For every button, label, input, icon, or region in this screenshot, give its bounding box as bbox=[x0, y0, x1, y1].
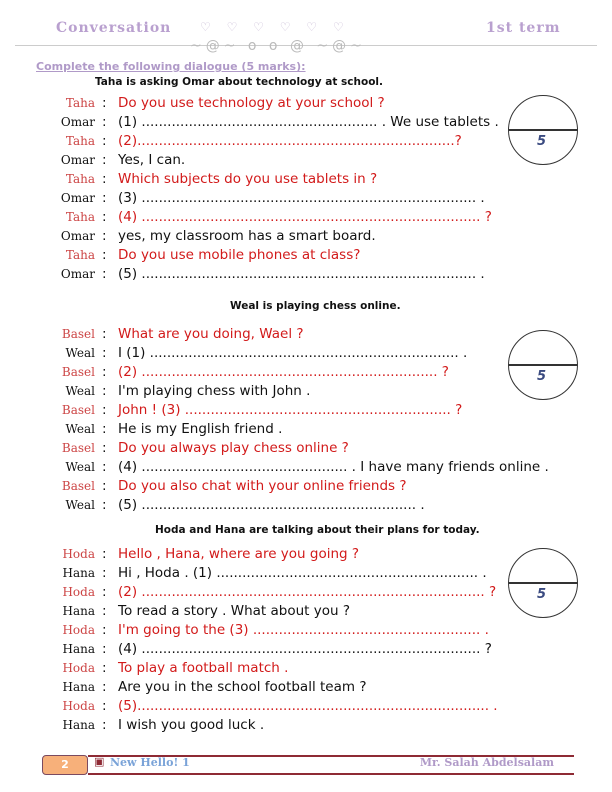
line-text: Which subjects do you use tablets in ? bbox=[118, 171, 378, 187]
speaker: Hoda bbox=[62, 623, 95, 637]
speaker: Hana bbox=[62, 680, 95, 694]
colon: : bbox=[102, 152, 107, 168]
colon: : bbox=[102, 364, 107, 380]
colon: : bbox=[102, 190, 107, 206]
speaker: Basel bbox=[61, 479, 95, 493]
colon: : bbox=[102, 114, 107, 130]
line-text: Do you also chat with your online friends ? bbox=[118, 478, 407, 494]
score-max: 5 bbox=[537, 369, 547, 384]
line-text: (2)..........................................................................? bbox=[118, 133, 462, 149]
colon: : bbox=[102, 383, 107, 399]
header-title: Conversation bbox=[56, 20, 172, 36]
speaker: Basel bbox=[61, 403, 95, 417]
speaker: Omar bbox=[60, 153, 95, 167]
speaker: Hana bbox=[62, 604, 95, 618]
speaker: Hoda bbox=[62, 585, 95, 599]
speaker: Taha bbox=[65, 172, 95, 186]
line-text: Hello , Hana, where are you going ? bbox=[118, 546, 360, 562]
page-number: 2 bbox=[42, 755, 88, 775]
speaker: Omar bbox=[60, 229, 95, 243]
line-text: (5).................................................................................. . bbox=[118, 698, 498, 714]
colon: : bbox=[102, 603, 107, 619]
speaker: Hana bbox=[62, 718, 95, 732]
colon: : bbox=[102, 266, 107, 282]
speaker: Hoda bbox=[62, 699, 95, 713]
speaker: Hoda bbox=[62, 661, 95, 675]
score-circle bbox=[508, 330, 578, 400]
speaker: Omar bbox=[60, 267, 95, 281]
line-text: (4) ............................................................................... ? bbox=[118, 641, 492, 657]
line-text: (5) .............................................................................. . bbox=[118, 266, 485, 282]
colon: : bbox=[102, 679, 107, 695]
colon: : bbox=[102, 440, 107, 456]
speaker: Basel bbox=[61, 327, 95, 341]
speaker: Basel bbox=[61, 365, 95, 379]
book-icon: ▣ bbox=[94, 755, 105, 768]
line-text: Do you use technology at your school ? bbox=[118, 95, 385, 111]
heart-ornament: ♡ ♡ ♡ ♡ ♡ ♡ bbox=[200, 20, 350, 34]
score-max: 5 bbox=[537, 134, 547, 149]
line-text: To play a football match . bbox=[118, 660, 289, 676]
speaker: Omar bbox=[60, 191, 95, 205]
header-term: 1st term bbox=[486, 20, 561, 36]
colon: : bbox=[102, 171, 107, 187]
line-text: (3) .............................................................................. . bbox=[118, 190, 485, 206]
speaker: Weal bbox=[65, 460, 95, 474]
speaker: Hana bbox=[62, 642, 95, 656]
line-text: (4) ............................................................................... ? bbox=[118, 209, 492, 225]
line-text: To read a story . What about you ? bbox=[118, 603, 351, 619]
line-text: He is my English friend . bbox=[118, 421, 283, 437]
speaker: Weal bbox=[65, 422, 95, 436]
colon: : bbox=[102, 546, 107, 562]
line-text: I wish you good luck . bbox=[118, 717, 265, 733]
section-title: Hoda and Hana are talking about their plans for today. bbox=[155, 524, 480, 536]
line-text: Do you always play chess online ? bbox=[118, 440, 349, 456]
book-title: New Hello! 1 bbox=[110, 756, 190, 769]
line-text: I (1) ........................................................................ . bbox=[118, 345, 468, 361]
colon: : bbox=[102, 209, 107, 225]
speaker: Weal bbox=[65, 346, 95, 360]
speaker: Taha bbox=[65, 96, 95, 110]
line-text: Yes, I can. bbox=[118, 152, 186, 168]
author: Mr. Salah Abdelsalam bbox=[419, 756, 554, 769]
colon: : bbox=[102, 641, 107, 657]
speaker: Omar bbox=[60, 115, 95, 129]
line-text: I'm playing chess with John . bbox=[118, 383, 311, 399]
score-circle bbox=[508, 548, 578, 618]
line-text: (4) ................................................ . I have many friends online . bbox=[118, 459, 549, 475]
speaker: Hoda bbox=[62, 547, 95, 561]
colon: : bbox=[102, 478, 107, 494]
colon: : bbox=[102, 95, 107, 111]
line-text: John ! (3) .............................................................. ? bbox=[118, 402, 463, 418]
line-text: (2) ..................................................................... ? bbox=[118, 364, 449, 380]
score-max: 5 bbox=[537, 587, 547, 602]
colon: : bbox=[102, 698, 107, 714]
speaker: Taha bbox=[65, 210, 95, 224]
colon: : bbox=[102, 459, 107, 475]
line-text: Do you use mobile phones at class? bbox=[118, 247, 361, 263]
line-text: Hi , Hoda . (1) ............................................................. . bbox=[118, 565, 487, 581]
colon: : bbox=[102, 622, 107, 638]
colon: : bbox=[102, 326, 107, 342]
colon: : bbox=[102, 133, 107, 149]
colon: : bbox=[102, 247, 107, 263]
line-text: (5) ................................................................ . bbox=[118, 497, 425, 513]
score-circle bbox=[508, 95, 578, 165]
line-text: yes, my classroom has a smart board. bbox=[118, 228, 376, 244]
colon: : bbox=[102, 717, 107, 733]
colon: : bbox=[102, 228, 107, 244]
line-text: Are you in the school football team ? bbox=[118, 679, 367, 695]
section-title: Taha is asking Omar about technology at school. bbox=[95, 76, 384, 88]
colon: : bbox=[102, 402, 107, 418]
section-title: Weal is playing chess online. bbox=[230, 300, 401, 312]
line-text: (1) ....................................................... . We use tablets . bbox=[118, 114, 499, 130]
speaker: Taha bbox=[65, 134, 95, 148]
speaker: Taha bbox=[65, 248, 95, 262]
footer bbox=[42, 755, 574, 772]
speaker: Hana bbox=[62, 566, 95, 580]
colon: : bbox=[102, 584, 107, 600]
colon: : bbox=[102, 565, 107, 581]
line-text: What are you doing, Wael ? bbox=[118, 326, 304, 342]
instruction: Complete the following dialogue (5 marks): bbox=[36, 60, 306, 73]
colon: : bbox=[102, 497, 107, 513]
colon: : bbox=[102, 421, 107, 437]
speaker: Basel bbox=[61, 441, 95, 455]
speaker: Weal bbox=[65, 498, 95, 512]
swirl-ornament: ~@~ o o @ ~@~ bbox=[190, 38, 366, 54]
line-text: (2) ................................................................................ ? bbox=[118, 584, 497, 600]
line-text: I'm going to the (3) ..................................................... . bbox=[118, 622, 489, 638]
colon: : bbox=[102, 660, 107, 676]
speaker: Weal bbox=[65, 384, 95, 398]
colon: : bbox=[102, 345, 107, 361]
